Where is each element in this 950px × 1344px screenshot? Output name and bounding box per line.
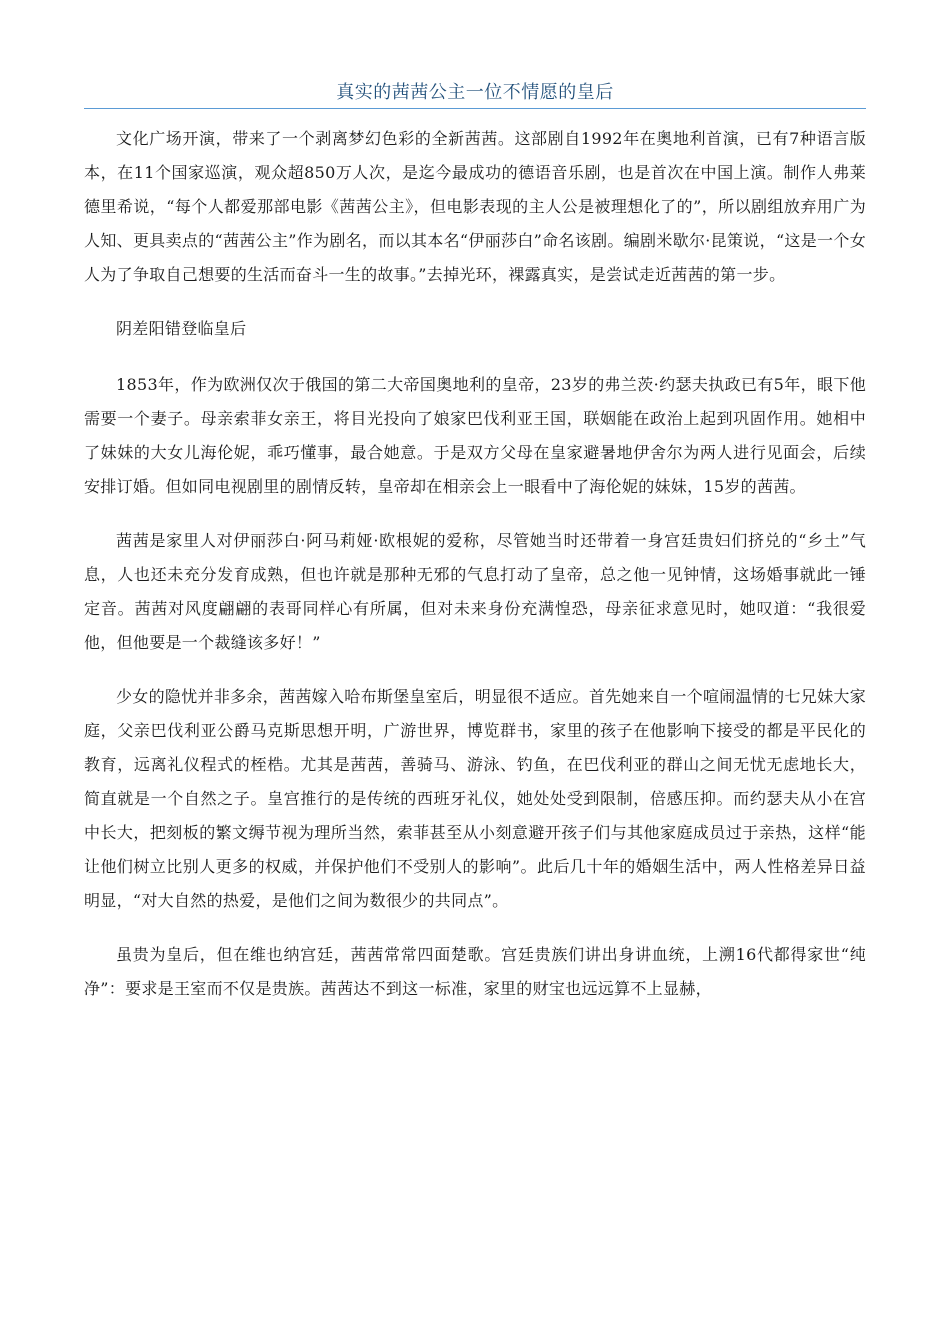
section-heading: 阴差阳错登临皇后 <box>116 319 247 338</box>
document-body <box>84 122 866 1026</box>
document-title: 真实的茜茜公主一位不情愿的皇后 <box>336 82 614 103</box>
paragraph-worries: 少女的隐忧并非多余，茜茜嫁入哈布斯堡皇室后，明显很不适应。首先她来自一个喧闹温情的七兄妹大家庭，父亲巴伐利亚公爵马克斯思想开明，广游世界，博览群书，家里的孩子在他影响下接受的都是平民化的教育，远离礼仪程式的桎梏。尤其是茜茜，善骑马、游泳、钓鱼，在巴伐利亚的群山之间无忧无虑地长大，简直就是一个自然之子。皇宫推行的是传统的西班牙礼仪，她处处受到限制，倍感压抑。而约瑟夫从小在宫中长大，把刻板的繁文缛节视为理所当然，索菲甚至从小刻意避开孩子们与其他家庭成员过于亲热，这样“能让他们树立比别人更多的权威，并保护他们不受别人的影响”。此后几十年的婚姻生活中，两人性格差异日益明显，“对大自然的热爱，是他们之间为数很少的共同点”。 <box>84 687 866 910</box>
title-underline <box>84 108 866 109</box>
paragraph-intro: 文化广场开演，带来了一个剥离梦幻色彩的全新茜茜。这部剧自1992年在奥地利首演，已有7种语言版本，在11个国家巡演，观众超850万人次，是迄今最成功的德语音乐剧，也是首次在中国上演。制作人弗莱德里希说，“每个人都爱那部电影《茜茜公主》，但电影表现的主人公是被理想化了的”，所以剧组放弃用广为人知、更具卖点的“茜茜公主”作为剧名，而以其本名“伊丽莎白”命名该剧。编剧米歇尔·昆策说，“这是一个女人为了争取自己想要的生活而奋斗一生的故事。”去掉光环，裸露真实，是尝试走近茜茜的第一步。 <box>84 129 866 284</box>
paragraph-1853: 1853年，作为欧洲仅次于俄国的第二大帝国奥地利的皇帝，23岁的弗兰茨·约瑟夫执政已有5年，眼下他需要一个妻子。母亲索菲女亲王，将目光投向了娘家巴伐利亚王国，联姻能在政治上起到巩固作用。她相中了妹妹的大女儿海伦妮，乖巧懂事，最合她意。于是双方父母在皇家避暑地伊舍尔为两人进行见面会，后续安排订婚。但如同电视剧里的剧情反转，皇帝却在相亲会上一眼看中了海伦妮的妹妹，15岁的茜茜。 <box>84 375 866 496</box>
paragraph-court: 虽贵为皇后，但在维也纳宫廷，茜茜常常四面楚歌。宫廷贵族们讲出身讲血统，上溯16代都得家世“纯净”：要求是王室而不仅是贵族。茜茜达不到这一标准，家里的财宝也远远算不上显赫， <box>84 945 866 998</box>
paragraph-nickname: 茜茜是家里人对伊丽莎白·阿马莉娅·欧根妮的爱称，尽管她当时还带着一身宫廷贵妇们挤兑的“乡土”气息，人也还未充分发育成熟，但也许就是那种无邪的气息打动了皇帝，总之他一见钟情，这场婚事就此一锤定音。茜茜对风度翩翩的表哥同样心有所属，但对未来身份充满惶恐，母亲征求意见时，她叹道：“我很爱他，但他要是一个裁缝该多好！” <box>84 531 866 652</box>
